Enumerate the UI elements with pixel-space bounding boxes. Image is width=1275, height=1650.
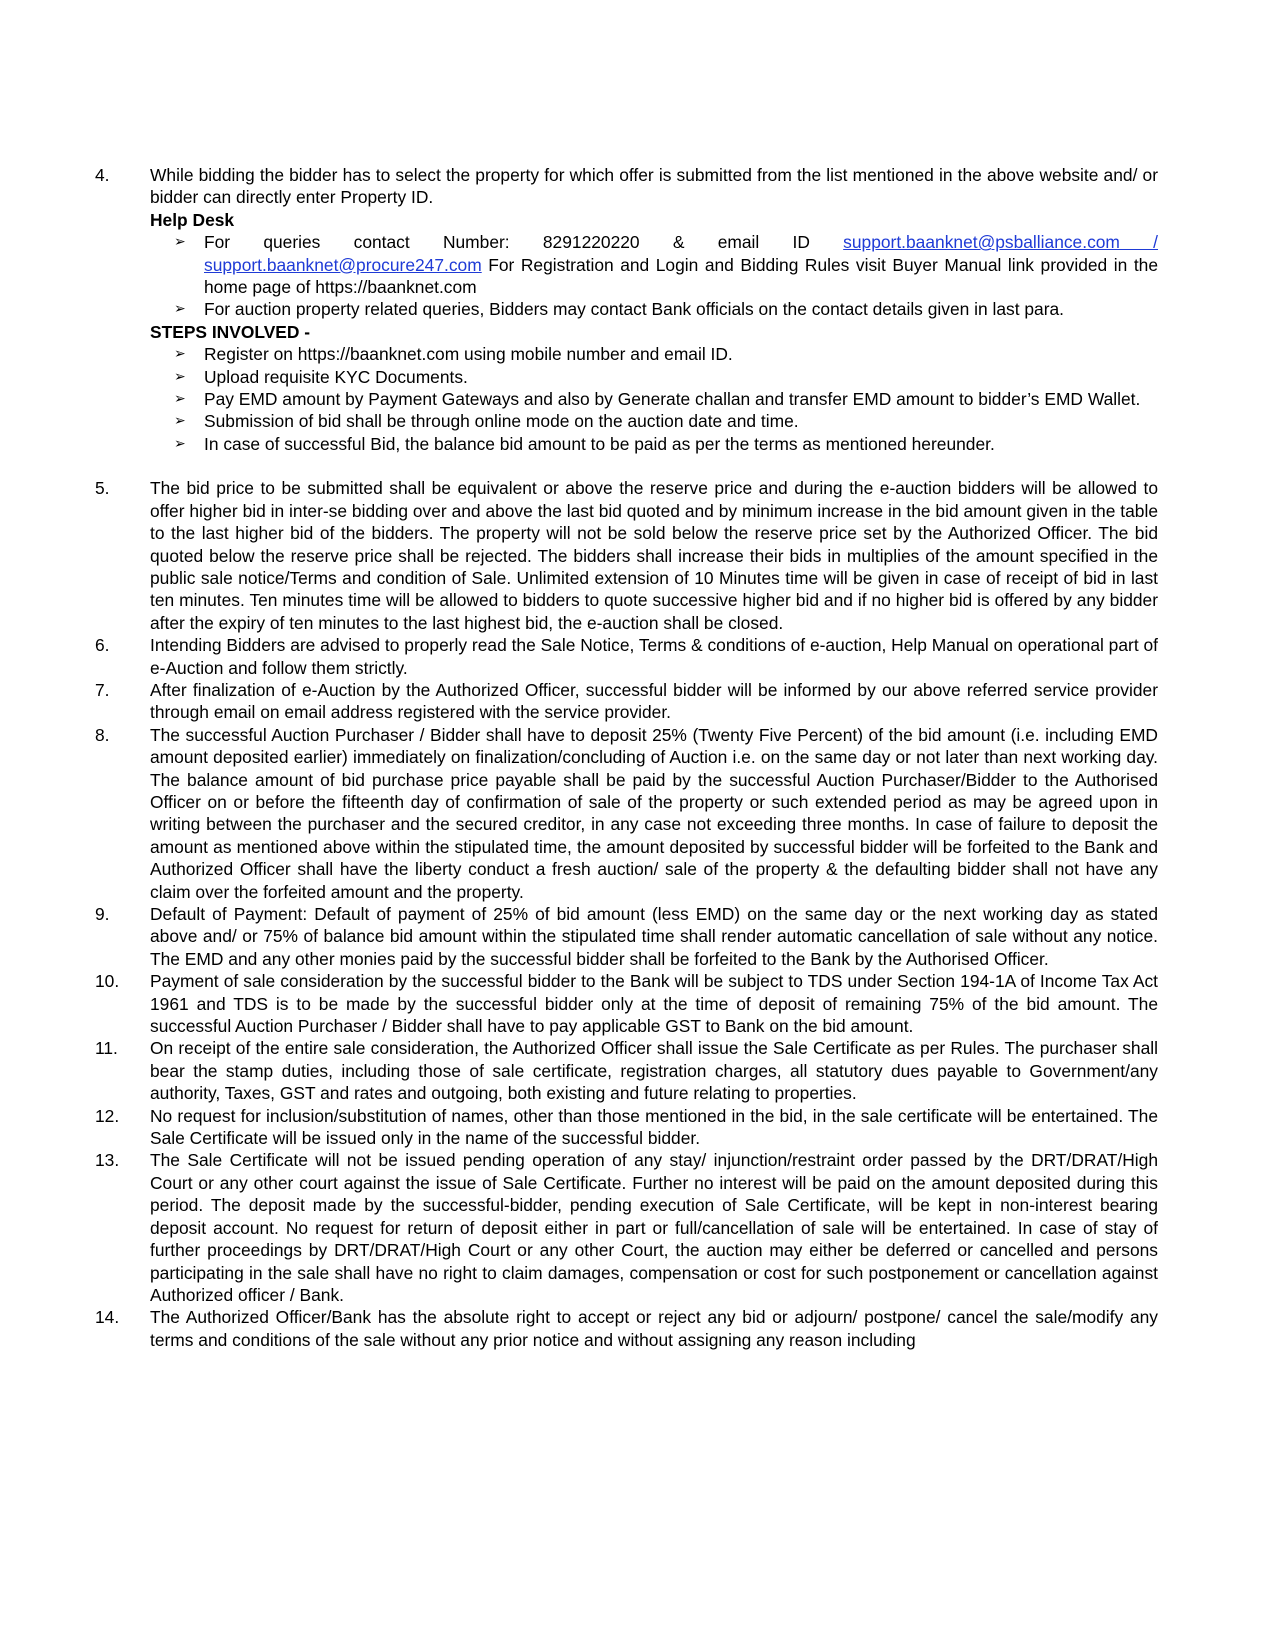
term-item-11 xyxy=(0,1037,1275,1104)
term-text: Default of Payment: Default of payment of 25% of bid amount (less EMD) on the same day or the next working day as stated above and/ or 75% of balance bid amount within the stipulated time shall render automatic cancellation of sale without any notice. The EMD and any other monies paid by the successful bidder shall be forfeited to the Bank by the Authorised Officer. xyxy=(150,904,1158,969)
term-number: 13. xyxy=(95,1150,120,1171)
terms-list xyxy=(0,164,1275,1351)
steps-heading: STEPS INVOLVED - xyxy=(150,321,311,342)
step-item xyxy=(150,388,1158,410)
steps-list xyxy=(150,343,1158,455)
support-email-link-1[interactable]: support.baanknet@psballiance.com / xyxy=(843,232,1159,253)
term-text: After finalization of e-Auction by the Authorized Officer, successful bidder will be informed by our above referred service provider through email on email address registered with the service provider. xyxy=(150,679,1158,723)
term-number: 11. xyxy=(95,1038,118,1059)
term-text: Intending Bidders are advised to properly read the Sale Notice, Terms & conditions of e-auction, Help Manual on operational part of e-Auction and follow them strictly. xyxy=(150,635,1158,678)
step-text: Submission of bid shall be through online mode on the auction date and time. xyxy=(204,411,799,432)
term-item-13 xyxy=(0,1149,1275,1306)
step-item xyxy=(150,433,1158,455)
term-number: 7. xyxy=(95,679,110,700)
term-item-4 xyxy=(0,164,1275,455)
term-item-9 xyxy=(0,903,1275,970)
help-desk-registration-text: For Registration and Login and Bidding Rules visit Buyer Manual link provided in the home page of https://baanknet.com xyxy=(204,254,1158,298)
arrow-bullet-icon: ➢ xyxy=(174,301,186,318)
step-item xyxy=(150,410,1158,432)
term-text: On receipt of the entire sale consideration, the Authorized Officer shall issue the Sale Certificate as per Rules. The purchaser shall bear the stamp duties, including those of sale certificate, registration charges, all statutory dues payable to Government/any authority, Taxes, GST and rates and outgoing, both existing and future relating to properties. xyxy=(150,1038,1158,1104)
step-text: Upload requisite KYC Documents. xyxy=(204,366,468,387)
term-item-10 xyxy=(0,970,1275,1037)
term-text: No request for inclusion/substitution of names, other than those mentioned in the bid, in the sale certificate will be entertained. The Sale Certificate will be issued only in the name of the successful bidder. xyxy=(150,1105,1158,1149)
help-desk-contact-text: For queries contact Number: 8291220220 & email ID xyxy=(204,232,844,253)
term-item-6 xyxy=(0,634,1275,679)
term-text: While bidding the bidder has to select the property for which offer is submitted from the list mentioned in the above website and/ or bidder can directly enter Property ID. xyxy=(150,165,1158,208)
term-item-14 xyxy=(0,1306,1275,1351)
term-item-12 xyxy=(0,1105,1275,1150)
step-text: In case of successful Bid, the balance bid amount to be paid as per the terms as mentioned hereunder. xyxy=(204,433,995,454)
step-text: Register on https://baanknet.com using mobile number and email ID. xyxy=(204,344,733,365)
arrow-bullet-icon: ➢ xyxy=(174,391,186,408)
help-desk-bank-contact-text: For auction property related queries, Bidders may contact Bank officials on the contact details given in last para. xyxy=(204,299,1065,320)
step-item xyxy=(150,366,1158,388)
spacer xyxy=(0,455,1275,477)
step-item xyxy=(150,343,1158,365)
term-number: 5. xyxy=(95,478,110,499)
help-desk-list xyxy=(150,231,1158,321)
term-item-7 xyxy=(0,679,1275,724)
term-number: 6. xyxy=(95,635,110,656)
arrow-bullet-icon: ➢ xyxy=(174,346,186,363)
term-text: The successful Auction Purchaser / Bidder shall have to deposit 25% (Twenty Five Percent) of the bid amount (i.e. including EMD amount deposited earlier) immediately on finalization/concluding of Auction i.e. on the same day or not later than next working day. The balance amount of bid purchase price payable shall be paid by the successful Auction Purchaser/Bidder to the Authorised Officer on or before the fifteenth day of confirmation of sale of the property or such extended period as may be agreed upon in writing between the purchaser and the secured creditor, in any case not exceeding three months. In case of failure to deposit the amount as mentioned above within the stipulated time, the amount deposited by successful bidder will be forfeited to the Bank and Authorized Officer shall have the liberty conduct a fresh auction/ sale of the property & the defaulting bidder shall not have any claim over the forfeited amount and the property. xyxy=(150,724,1158,902)
term-item-5 xyxy=(0,477,1275,634)
arrow-bullet-icon: ➢ xyxy=(174,368,186,385)
term-text: Payment of sale consideration by the successful bidder to the Bank will be subject to TDS under Section 194-1A of Income Tax Act 1961 and TDS is to be made by the successful bidder only at the time of deposit of remaining 75% of the bid amount. The successful Auction Purchaser / Bidder shall have to pay applicable GST to Bank on the bid amount. xyxy=(150,971,1158,1037)
term-text: The Authorized Officer/Bank has the absolute right to accept or reject any bid or adjourn/ postpone/ cancel the sale/modify any terms and conditions of the sale without any prior notice and without assigning any reason including xyxy=(150,1307,1158,1350)
arrow-bullet-icon: ➢ xyxy=(174,234,186,251)
arrow-bullet-icon: ➢ xyxy=(174,435,186,452)
arrow-bullet-icon: ➢ xyxy=(174,413,186,430)
term-number: 14. xyxy=(95,1307,120,1328)
term-number: 8. xyxy=(95,724,110,745)
term-text: The Sale Certificate will not be issued pending operation of any stay/ injunction/restraint order passed by the DRT/DRAT/High Court or any other court against the issue of Sale Certificate. Further no interest will be paid on the amount deposited during this period. The deposit made by the successful-bidder, pending execution of Sale Certificate, will be kept in non-interest bearing deposit account. No request for return of deposit either in part or full/cancellation of sale will be entertained. In case of stay of further proceedings by DRT/DRAT/High Court or any other Court, the auction may either be deferred or cancelled and persons participating in the sale shall have no right to claim damages, compensation or cost for such postponement or cancellation against Authorized officer / Bank. xyxy=(150,1150,1158,1305)
step-text: Pay EMD amount by Payment Gateways and also by Generate challan and transfer EMD amount to bidder’s EMD Wallet. xyxy=(204,389,1141,410)
term-text: The bid price to be submitted shall be equivalent or above the reserve price and during the e-auction bidders will be allowed to offer higher bid in inter-se bidding over and above the last bid quoted and by minimum increase in the bid amount given in the table to the last higher bid of the bidders. The property will not be sold below the reserve price set by the Authorized Officer. The bid quoted below the reserve price shall be rejected. The bidders shall increase their bids in multiplies of the amount specified in the public sale notice/Terms and condition of Sale. Unlimited extension of 10 Minutes time will be given in case of receipt of bid in last ten minutes. Ten minutes time will be allowed to bidders to quote successive higher bid and if no higher bid is offered by any bidder after the expiry of ten minutes to the last highest bid, the e-auction shall be closed. xyxy=(150,478,1158,633)
list-item xyxy=(150,231,1158,298)
support-email-link-2[interactable]: support.baanknet@procure247.com xyxy=(204,254,482,275)
term-number: 12. xyxy=(95,1105,120,1126)
term-item-8 xyxy=(0,724,1275,903)
help-desk-heading: Help Desk xyxy=(150,209,235,230)
term-number: 4. xyxy=(95,165,110,185)
term-number: 10. xyxy=(95,971,120,992)
list-item xyxy=(150,298,1158,320)
term-number: 9. xyxy=(95,904,110,924)
